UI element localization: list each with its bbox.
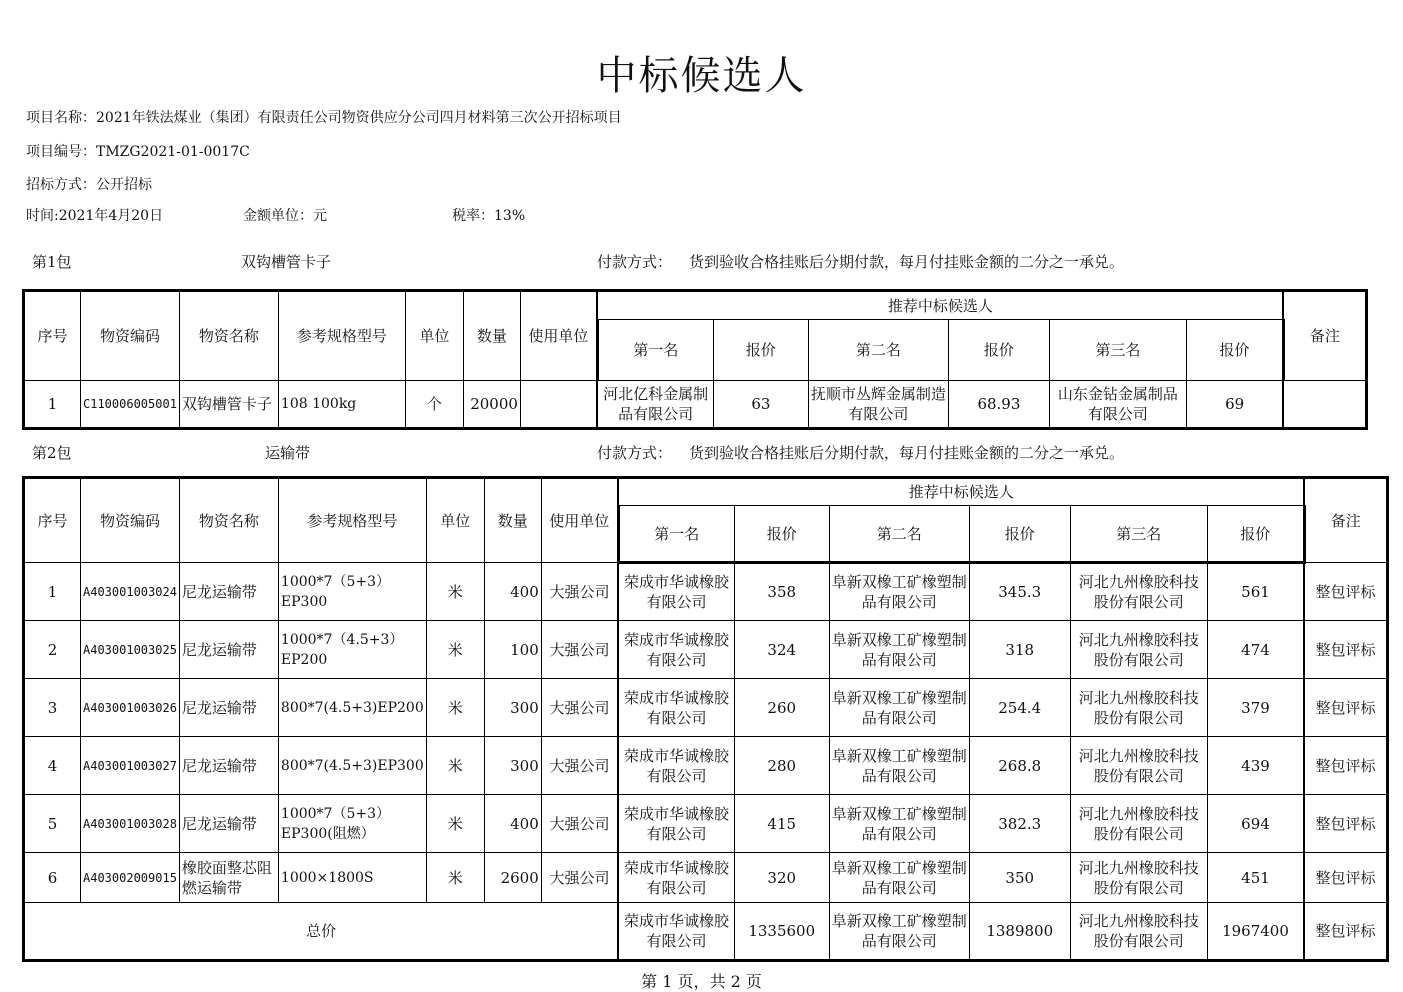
cell-code: C110006005001 [81,381,180,429]
cell-name: 尼龙运输带 [179,737,278,795]
cell-second: 阜新双橡工矿橡塑制品有限公司 [829,737,969,795]
bid-time: 时间:2021年4月20日 [26,208,164,224]
cell-third: 河北九州橡胶科技股份有限公司 [1070,795,1207,853]
cell-dept: 大强公司 [541,795,618,853]
header-dept: 使用单位 [520,291,597,381]
package-2-payment-text: 货到验收合格挂账后分期付款，每月付挂账金额的二分之一承兑。 [689,444,1125,462]
cell-second: 阜新双橡工矿橡塑制品有限公司 [829,853,969,903]
cell-qty: 2600 [484,853,541,903]
table-row [24,795,1388,853]
header-spec: 参考规格型号 [278,291,405,381]
total-label: 总价 [24,903,619,961]
cell-qty: 20000 [463,381,520,429]
cell-price-3: 561 [1207,563,1304,621]
cell-spec: 800*7(4.5+3)EP300 [278,737,426,795]
cell-third: 河北九州橡胶科技股份有限公司 [1070,563,1207,621]
header-seq: 序号 [24,291,81,381]
header-candidates: 推荐中标候选人 [618,478,1304,506]
cell-spec: 800*7(4.5+3)EP200 [278,679,426,737]
cell-price-2: 68.93 [948,381,1049,429]
cell-remark: 整包评标 [1304,621,1387,679]
cell-code: A403001003026 [81,679,180,737]
cell-price-3: 69 [1186,381,1283,429]
page-number: 第 1 页，共 2 页 [641,972,762,991]
package-1-payment-text: 货到验收合格挂账后分期付款，每月付挂账金额的二分之一承兑。 [689,253,1125,271]
header-name: 物资名称 [179,478,278,563]
table-row [24,679,1388,737]
cell-remark: 整包评标 [1304,563,1387,621]
header-qty: 数量 [463,291,520,381]
cell-name: 尼龙运输带 [179,795,278,853]
bidding-method: 招标方式：公开招标 [26,177,152,193]
cell-unit: 米 [426,563,484,621]
cell-qty: 100 [484,621,541,679]
cell-first: 荣成市华诚橡胶有限公司 [618,853,734,903]
cell-name: 尼龙运输带 [179,563,278,621]
table-header-row [24,478,1388,506]
tax-rate: 税率：13% [452,208,526,224]
total-row [24,903,1388,961]
header-price: 报价 [948,320,1049,381]
cell-price-2: 254.4 [969,679,1070,737]
header-price: 报价 [713,320,808,381]
cell-qty: 400 [484,563,541,621]
cell-first: 荣成市华诚橡胶有限公司 [618,563,734,621]
header-first: 第一名 [618,506,734,563]
project-name: 项目名称：2021年铁法煤业（集团）有限责任公司物资供应分公司四月材料第三次公开招标项目 [26,110,622,126]
total-price-2: 1389800 [969,903,1070,961]
header-code: 物资编码 [81,291,180,381]
cell-dept [520,381,597,429]
cell-price-3: 694 [1207,795,1304,853]
table-row [24,737,1388,795]
cell-first: 荣成市华诚橡胶有限公司 [618,795,734,853]
cell-second: 阜新双橡工矿橡塑制品有限公司 [829,795,969,853]
cell-qty: 300 [484,737,541,795]
header-qty: 数量 [484,478,541,563]
table-header-row [24,291,1367,320]
cell-price-1: 260 [734,679,829,737]
header-remark: 备注 [1304,478,1387,563]
header-name: 物资名称 [179,291,278,381]
cell-spec: 1000×1800S [278,853,426,903]
cell-price-1: 280 [734,737,829,795]
cell-remark [1283,381,1366,429]
header-unit: 单位 [405,291,463,381]
cell-second: 阜新双橡工矿橡塑制品有限公司 [829,679,969,737]
total-price-1: 1335600 [734,903,829,961]
cell-code: A403002009015 [81,853,180,903]
cell-seq: 6 [24,853,81,903]
package-1-table [22,289,1368,430]
cell-price-1: 63 [713,381,808,429]
cell-price-2: 350 [969,853,1070,903]
header-second: 第二名 [808,320,948,381]
cell-spec: 108 100kg [278,381,405,429]
total-remark: 整包评标 [1304,903,1387,961]
cell-name: 橡胶面整芯阻燃运输带 [179,853,278,903]
cell-second: 阜新双橡工矿橡塑制品有限公司 [829,621,969,679]
cell-code: A403001003028 [81,795,180,853]
cell-qty: 300 [484,679,541,737]
cell-remark: 整包评标 [1304,737,1387,795]
cell-remark: 整包评标 [1304,795,1387,853]
header-price: 报价 [1207,506,1304,563]
cell-first: 河北亿科金属制品有限公司 [597,381,713,429]
cell-unit: 米 [426,795,484,853]
cell-dept: 大强公司 [541,737,618,795]
cell-name: 双钩槽管卡子 [179,381,278,429]
package-2-table [22,476,1389,962]
cell-price-1: 324 [734,621,829,679]
cell-name: 尼龙运输带 [179,621,278,679]
cell-name: 尼龙运输带 [179,679,278,737]
cell-unit: 米 [426,737,484,795]
cell-remark: 整包评标 [1304,853,1387,903]
header-price: 报价 [969,506,1070,563]
header-second: 第二名 [829,506,969,563]
header-price: 报价 [1186,320,1283,381]
package-1-payment-label: 付款方式： [597,253,673,271]
cell-price-3: 439 [1207,737,1304,795]
cell-spec: 1000*7（5+3）EP300(阻燃） [278,795,426,853]
cell-spec: 1000*7（5+3）EP300 [278,563,426,621]
cell-third: 河北九州橡胶科技股份有限公司 [1070,679,1207,737]
cell-first: 荣成市华诚橡胶有限公司 [618,737,734,795]
project-number: 项目编号：TMZG2021-01-0017C [26,144,250,160]
package-2-payment-label: 付款方式： [597,444,673,462]
package-1-name: 双钩槽管卡子 [241,253,332,271]
cell-code: A403001003027 [81,737,180,795]
cell-spec: 1000*7（4.5+3）EP200 [278,621,426,679]
cell-dept: 大强公司 [541,853,618,903]
package-2-name: 运输带 [265,444,311,462]
cell-third: 河北九州橡胶科技股份有限公司 [1070,737,1207,795]
cell-third: 山东金钻金属制品有限公司 [1049,381,1186,429]
cell-seq: 5 [24,795,81,853]
table-row [24,381,1367,429]
header-third: 第三名 [1049,320,1186,381]
cell-unit: 个 [405,381,463,429]
package-1-label: 第1包 [32,253,72,271]
cell-seq: 2 [24,621,81,679]
header-third: 第三名 [1070,506,1207,563]
page-title: 中标候选人 [596,53,807,99]
cell-qty: 400 [484,795,541,853]
cell-dept: 大强公司 [541,621,618,679]
cell-price-1: 358 [734,563,829,621]
header-seq: 序号 [24,478,81,563]
package-2-label: 第2包 [32,444,72,462]
cell-price-3: 474 [1207,621,1304,679]
cell-code: A403001003024 [81,563,180,621]
cell-price-2: 318 [969,621,1070,679]
cell-price-3: 379 [1207,679,1304,737]
header-price: 报价 [734,506,829,563]
cell-first: 荣成市华诚橡胶有限公司 [618,679,734,737]
cell-seq: 1 [24,381,81,429]
cell-price-2: 345.3 [969,563,1070,621]
cell-second: 阜新双橡工矿橡塑制品有限公司 [829,563,969,621]
cell-price-2: 382.3 [969,795,1070,853]
header-spec: 参考规格型号 [278,478,426,563]
total-third: 河北九州橡胶科技股份有限公司 [1070,903,1207,961]
amount-unit: 金额单位：元 [243,208,327,224]
cell-dept: 大强公司 [541,679,618,737]
cell-seq: 1 [24,563,81,621]
header-code: 物资编码 [81,478,180,563]
total-first: 荣成市华诚橡胶有限公司 [618,903,734,961]
header-unit: 单位 [426,478,484,563]
table-row [24,853,1388,903]
cell-price-2: 268.8 [969,737,1070,795]
cell-price-1: 320 [734,853,829,903]
cell-remark: 整包评标 [1304,679,1387,737]
cell-code: A403001003025 [81,621,180,679]
cell-unit: 米 [426,679,484,737]
total-second: 阜新双橡工矿橡塑制品有限公司 [829,903,969,961]
header-remark: 备注 [1283,291,1366,381]
cell-third: 河北九州橡胶科技股份有限公司 [1070,853,1207,903]
cell-seq: 4 [24,737,81,795]
cell-second: 抚顺市丛辉金属制造有限公司 [808,381,948,429]
header-first: 第一名 [597,320,713,381]
cell-seq: 3 [24,679,81,737]
table-row [24,563,1388,621]
cell-first: 荣成市华诚橡胶有限公司 [618,621,734,679]
cell-third: 河北九州橡胶科技股份有限公司 [1070,621,1207,679]
cell-price-1: 415 [734,795,829,853]
total-price-3: 1967400 [1207,903,1304,961]
table-row [24,621,1388,679]
cell-price-3: 451 [1207,853,1304,903]
cell-unit: 米 [426,853,484,903]
header-dept: 使用单位 [541,478,618,563]
cell-dept: 大强公司 [541,563,618,621]
header-candidates: 推荐中标候选人 [597,291,1283,320]
cell-unit: 米 [426,621,484,679]
